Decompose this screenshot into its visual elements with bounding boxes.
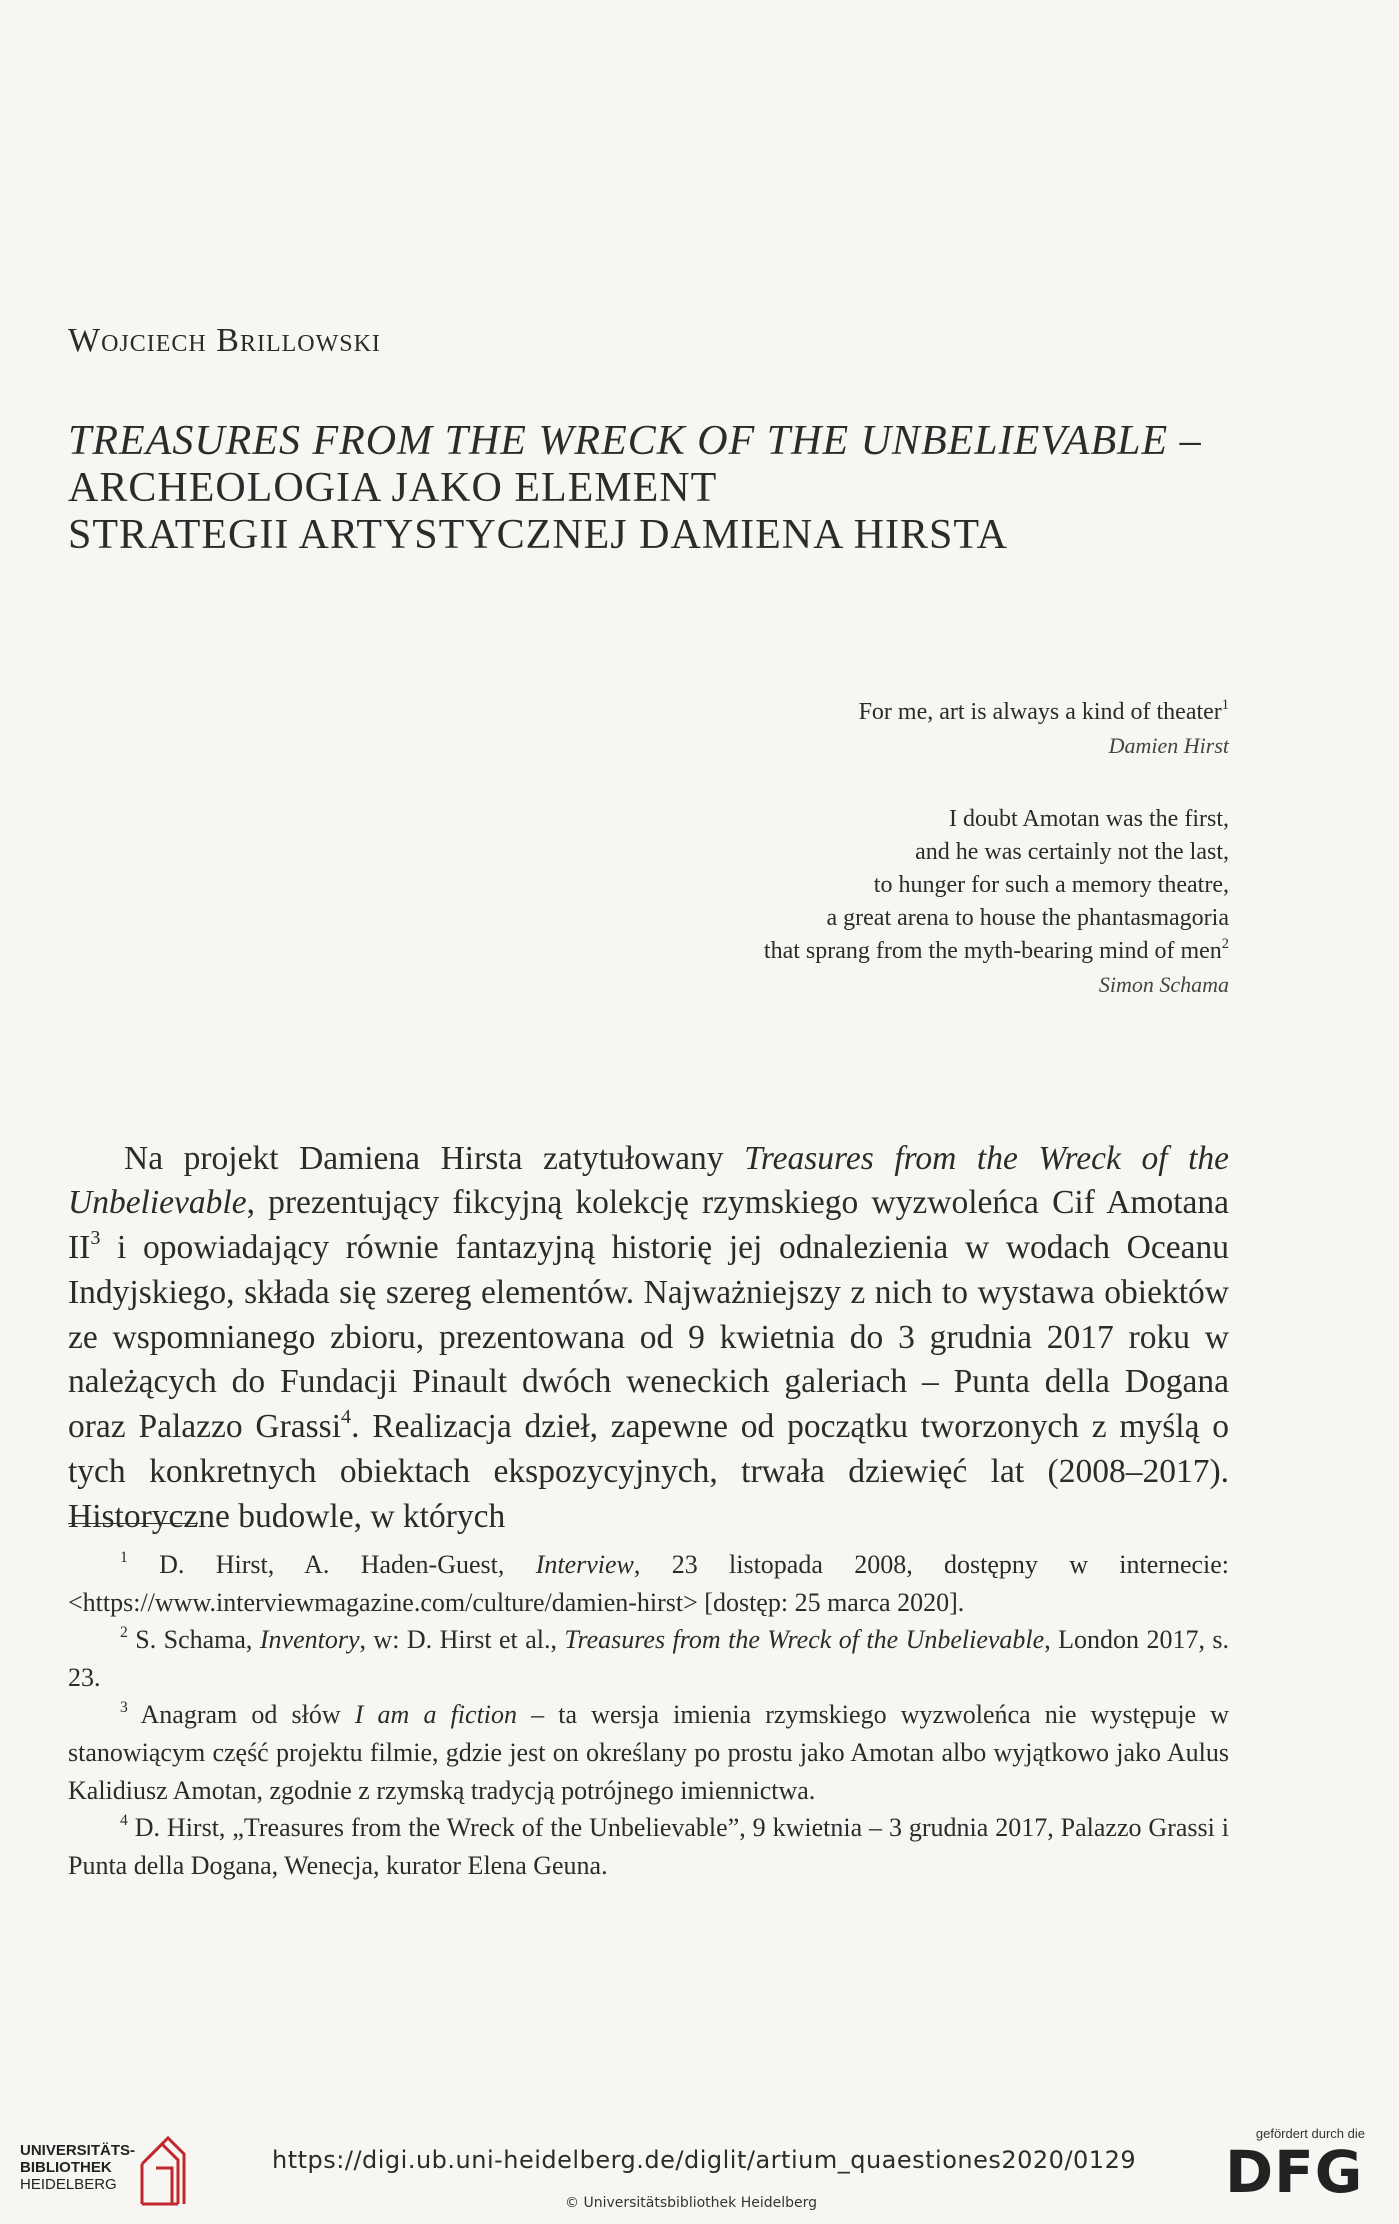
footnote-text: – ta wersja imienia rzymskiego wyzwoleńca nie występuje w stanowiącym część projektu filmie, gdzie jest on określany po prostu jako Amotan albo wyjątkowo jako Aulus Kalidiusz Amotan, zgodnie z rzymską tradycją potrójnego imiennictwa. [68,1700,1229,1805]
title-line-2: ARCHEOLOGIA JAKO ELEMENT [68,465,718,511]
footnote-italic: Interview [535,1550,634,1579]
footnote-number: 3 [120,1699,128,1717]
footnote-text: , w: D. Hirst et al., [359,1625,565,1655]
author-name: Wojciech Brillowski [68,322,381,359]
epigraph-line: I doubt Amotan was the first, [949,806,1229,832]
footnote-separator [68,1523,198,1524]
footnote-ref: 1 [1221,696,1229,713]
library-name-line: UNIVERSITÄTS- [20,2142,136,2159]
university-library-logo[interactable] [20,2134,200,2206]
permalink-url[interactable]: https://digi.ub.uni-heidelberg.de/diglit/artium_quaestiones2020/0129 [272,2146,1137,2174]
dfg-logo[interactable] [1225,2126,1385,2206]
epigraph-line: a great arena to house the phantasmagoria [826,905,1229,931]
body-text-run: i opowiadający równie fantazyjną historię jej odnalezienia w wodach Oceanu Indyjskiego, składa się szereg elementów. Najważniejszy z nich to wystawa obiektów ze wspomnianego zbioru, prezentowana od 9 kwietnia do 3 grudnia 2017 roku w należących do Fundacji Pinault dwóch weneckich galeriach – Punta della Dogana oraz Palazzo Grassi [68,1229,1229,1446]
copyright-notice: © Universitätsbibliothek Heidelberg [565,2195,818,2211]
epigraph-line: For me, art is always a kind of theater [858,699,1222,725]
library-name-line: HEIDELBERG [20,2176,117,2193]
library-name [20,2142,135,2193]
library-emblem-icon [138,2134,188,2206]
digitization-footer [0,2116,1399,2224]
body-paragraph [68,1137,1229,1540]
footnote-text: S. Schama, [135,1625,260,1655]
footnote-ref: 3 [90,1227,101,1250]
epigraph-2 [764,803,1229,1001]
funder-caption: gefördert durch die [1255,2126,1365,2141]
footnote-number: 4 [120,1812,128,1830]
footnote-italic: Treasures from the Wreck of the Unbelievable [564,1625,1045,1655]
footnote-2 [68,1621,1229,1696]
body-text-italic: Treasures from the Wreck of the Unbelievable [68,1139,1229,1222]
title-line-1: TREASURES FROM THE WRECK OF THE UNBELIEVABLE [68,418,1169,464]
library-name-line: BIBLIOTHEK [20,2159,112,2176]
epigraph-attribution: Damien Hirst [1108,733,1229,758]
footnote-text: , London 2017, s. 23. [68,1625,1230,1692]
footnote-text: D. Hirst, A. Haden-Guest, [159,1550,536,1579]
article-title [68,418,1268,559]
body-text-run: . Realizacja dzieł, zapewne od początku tworzonych z myślą o tych konkretnych obiektach ekspozycyjnych, trwała dziewięć lat (2008–2017). Historyczne budowle, w których [68,1408,1229,1535]
epigraph-line: that sprang from the myth-bearing mind of men [763,938,1222,964]
footnote-ref: 4 [341,1406,352,1429]
footnote-ref: 2 [1221,935,1229,952]
footnote-4 [68,1809,1229,1884]
footnote-number: 1 [120,1549,128,1567]
footnote-3 [68,1696,1229,1809]
epigraph-attribution: Simon Schama [1098,972,1229,997]
title-line-3: STRATEGII ARTYSTYCZNEJ DAMIENA HIRSTA [68,512,1008,558]
footnotes [68,1546,1229,1884]
footnote-1 [68,1546,1229,1621]
epigraph-line: to hunger for such a memory theatre, [873,872,1229,898]
footnote-text: D. Hirst, „Treasures from the Wreck of the Unbelievable”, 9 kwietnia – 3 grudnia 2017, Palazzo Grassi i Punta della Dogana, Wenecja, kurator Elena Geuna. [68,1813,1229,1880]
epigraph-1 [859,696,1229,762]
funder-wordmark: DFG [1225,2138,1364,2206]
footnote-text: Anagram od słów [140,1700,355,1730]
title-dash: – [1168,418,1202,464]
footnote-number: 2 [120,1624,128,1642]
body-text-run: , prezentujący fikcyjną kolekcję rzymskiego wyzwoleńca Cif Amotana II [68,1184,1229,1267]
footnote-italic: I am a fiction [354,1700,518,1730]
footnote-text: , 23 listopada 2008, dostępny w internecie: <https://www.interviewmagazine.com/culture/damien-hirst> [dostęp: 25 marca 2020]. [68,1550,1230,1617]
body-text-run: Na projekt Damiena Hirsta zatytułowany [124,1139,745,1177]
footnote-italic: Inventory [259,1625,360,1655]
epigraph-line: and he was certainly not the last, [915,839,1229,865]
